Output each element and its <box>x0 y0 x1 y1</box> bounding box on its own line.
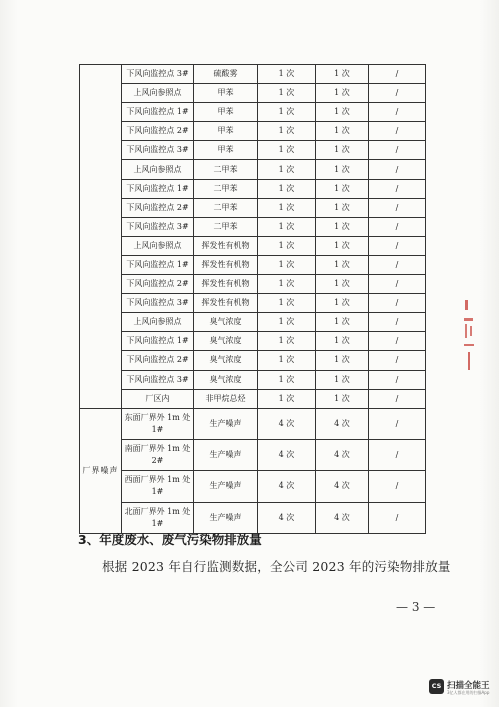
frequency-cell: 1 次 <box>316 294 369 313</box>
stamp-mark <box>465 300 468 310</box>
frequency-cell: 1 次 <box>258 294 316 313</box>
pollutant-cell: 二甲苯 <box>194 179 258 198</box>
frequency-cell: 1 次 <box>258 313 316 332</box>
remark-cell: / <box>369 471 426 502</box>
remark-cell: / <box>369 351 426 370</box>
frequency-cell: 4 次 <box>316 502 369 533</box>
table-row <box>80 313 426 332</box>
pollutant-cell: 挥发性有机物 <box>194 255 258 274</box>
monitoring-point-cell: 下风向监控点 2# <box>122 198 194 217</box>
remark-cell: / <box>369 370 426 389</box>
frequency-cell: 1 次 <box>316 198 369 217</box>
monitoring-point-cell: 西面厂界外 1m 处 1# <box>122 471 194 502</box>
frequency-cell: 4 次 <box>316 439 369 470</box>
pollutant-cell: 生产噪声 <box>194 471 258 502</box>
pollutant-cell: 臭气浓度 <box>194 332 258 351</box>
remark-cell: / <box>369 275 426 294</box>
stamp-mark <box>468 352 470 370</box>
pollutant-cell: 二甲苯 <box>194 160 258 179</box>
remark-cell: / <box>369 236 426 255</box>
pollutant-cell: 挥发性有机物 <box>194 275 258 294</box>
scanner-logo-icon: CS <box>429 679 444 694</box>
category-cell <box>80 65 122 409</box>
pollutant-cell: 生产噪声 <box>194 439 258 470</box>
frequency-cell: 1 次 <box>258 179 316 198</box>
remark-cell: / <box>369 294 426 313</box>
monitoring-table-body <box>80 65 426 534</box>
remark-cell: / <box>369 179 426 198</box>
table-row <box>80 389 426 408</box>
table-row <box>80 65 426 84</box>
monitoring-point-cell: 下风向监控点 3# <box>122 294 194 313</box>
monitoring-point-cell: 厂区内 <box>122 389 194 408</box>
table-row <box>80 255 426 274</box>
pollutant-cell: 挥发性有机物 <box>194 294 258 313</box>
pollutant-cell: 二甲苯 <box>194 217 258 236</box>
frequency-cell: 1 次 <box>258 198 316 217</box>
frequency-cell: 4 次 <box>316 471 369 502</box>
page-number: — 3 — <box>396 600 436 614</box>
monitoring-point-cell: 下风向监控点 3# <box>122 217 194 236</box>
remark-cell: / <box>369 122 426 141</box>
scanner-tagline: 3亿人都在用的扫描App <box>447 690 490 695</box>
frequency-cell: 1 次 <box>316 351 369 370</box>
pollutant-cell: 二甲苯 <box>194 198 258 217</box>
table-row <box>80 275 426 294</box>
frequency-cell: 1 次 <box>316 160 369 179</box>
monitoring-point-cell: 南面厂界外 1m 处 2# <box>122 439 194 470</box>
stamp-mark <box>470 326 472 336</box>
frequency-cell: 1 次 <box>316 141 369 160</box>
pollutant-cell: 甲苯 <box>194 141 258 160</box>
table-row <box>80 370 426 389</box>
frequency-cell: 1 次 <box>316 179 369 198</box>
frequency-cell: 1 次 <box>316 275 369 294</box>
frequency-cell: 1 次 <box>258 332 316 351</box>
pollutant-cell: 生产噪声 <box>194 502 258 533</box>
monitoring-point-cell: 下风向监控点 3# <box>122 370 194 389</box>
frequency-cell: 1 次 <box>258 370 316 389</box>
table-row <box>80 332 426 351</box>
remark-cell: / <box>369 408 426 439</box>
scanner-watermark <box>429 677 495 701</box>
pollutant-cell: 生产噪声 <box>194 408 258 439</box>
monitoring-point-cell: 上风向参照点 <box>122 160 194 179</box>
remark-cell: / <box>369 332 426 351</box>
frequency-cell: 1 次 <box>316 389 369 408</box>
monitoring-point-cell: 下风向监控点 3# <box>122 141 194 160</box>
remark-cell: / <box>369 160 426 179</box>
pollutant-cell: 硫酸雾 <box>194 65 258 84</box>
pollutant-cell: 臭气浓度 <box>194 370 258 389</box>
pollutant-cell: 挥发性有机物 <box>194 236 258 255</box>
remark-cell: / <box>369 255 426 274</box>
table-row <box>80 179 426 198</box>
frequency-cell: 1 次 <box>258 141 316 160</box>
frequency-cell: 1 次 <box>258 236 316 255</box>
monitoring-point-cell: 下风向监控点 1# <box>122 179 194 198</box>
table-row <box>80 351 426 370</box>
frequency-cell: 4 次 <box>316 408 369 439</box>
remark-cell: / <box>369 84 426 103</box>
monitoring-point-cell: 下风向监控点 1# <box>122 332 194 351</box>
monitoring-point-cell: 下风向监控点 2# <box>122 351 194 370</box>
scanner-app-name: 扫描全能王 <box>447 681 490 691</box>
frequency-cell: 4 次 <box>258 408 316 439</box>
pollutant-cell: 甲苯 <box>194 122 258 141</box>
remark-cell: / <box>369 217 426 236</box>
table-row <box>80 198 426 217</box>
frequency-cell: 1 次 <box>258 84 316 103</box>
pollutant-cell: 甲苯 <box>194 84 258 103</box>
frequency-cell: 1 次 <box>316 217 369 236</box>
monitoring-point-cell: 下风向监控点 3# <box>122 65 194 84</box>
frequency-cell: 1 次 <box>316 84 369 103</box>
table-row <box>80 294 426 313</box>
monitoring-table <box>79 64 426 534</box>
table-row <box>80 141 426 160</box>
monitoring-point-cell: 下风向监控点 1# <box>122 255 194 274</box>
table-row <box>80 122 426 141</box>
stamp-mark <box>465 324 467 338</box>
frequency-cell: 1 次 <box>316 370 369 389</box>
table-row <box>80 236 426 255</box>
pollutant-cell: 甲苯 <box>194 103 258 122</box>
remark-cell: / <box>369 141 426 160</box>
frequency-cell: 1 次 <box>316 332 369 351</box>
remark-cell: / <box>369 103 426 122</box>
frequency-cell: 1 次 <box>258 351 316 370</box>
table-row <box>80 471 426 502</box>
frequency-cell: 1 次 <box>258 217 316 236</box>
monitoring-point-cell: 上风向参照点 <box>122 236 194 255</box>
remark-cell: / <box>369 313 426 332</box>
section-heading: 3、年度废水、废气污染物排放量 <box>78 532 262 547</box>
frequency-cell: 1 次 <box>316 255 369 274</box>
remark-cell: / <box>369 439 426 470</box>
red-stamp-fragment <box>462 300 476 374</box>
body-paragraph: 根据 2023 年自行监测数据，全公司 2023 年的污染物排放量 <box>102 559 451 574</box>
monitoring-point-cell: 东面厂界外 1m 处 1# <box>122 408 194 439</box>
pollutant-cell: 非甲烷总烃 <box>194 389 258 408</box>
stamp-mark <box>464 344 474 346</box>
frequency-cell: 4 次 <box>258 471 316 502</box>
remark-cell: / <box>369 389 426 408</box>
stamp-mark <box>464 318 473 321</box>
table-row <box>80 160 426 179</box>
table-row <box>80 103 426 122</box>
frequency-cell: 1 次 <box>258 389 316 408</box>
pollutant-cell: 臭气浓度 <box>194 351 258 370</box>
monitoring-point-cell: 下风向监控点 2# <box>122 122 194 141</box>
frequency-cell: 1 次 <box>258 255 316 274</box>
noise-category-cell: 厂界噪声 <box>80 408 122 533</box>
frequency-cell: 4 次 <box>258 439 316 470</box>
frequency-cell: 1 次 <box>316 236 369 255</box>
frequency-cell: 1 次 <box>258 160 316 179</box>
frequency-cell: 1 次 <box>316 103 369 122</box>
remark-cell: / <box>369 198 426 217</box>
frequency-cell: 1 次 <box>316 122 369 141</box>
frequency-cell: 1 次 <box>258 103 316 122</box>
monitoring-point-cell: 上风向参照点 <box>122 313 194 332</box>
frequency-cell: 4 次 <box>258 502 316 533</box>
frequency-cell: 1 次 <box>258 275 316 294</box>
frequency-cell: 1 次 <box>316 313 369 332</box>
table-row <box>80 84 426 103</box>
monitoring-point-cell: 上风向参照点 <box>122 84 194 103</box>
table-row <box>80 502 426 533</box>
frequency-cell: 1 次 <box>258 122 316 141</box>
remark-cell: / <box>369 65 426 84</box>
table-row <box>80 408 426 439</box>
table-row <box>80 217 426 236</box>
frequency-cell: 1 次 <box>258 65 316 84</box>
monitoring-point-cell: 下风向监控点 1# <box>122 103 194 122</box>
remark-cell: / <box>369 502 426 533</box>
monitoring-point-cell: 北面厂界外 1m 处 1# <box>122 502 194 533</box>
monitoring-point-cell: 下风向监控点 2# <box>122 275 194 294</box>
frequency-cell: 1 次 <box>316 65 369 84</box>
table-row <box>80 439 426 470</box>
pollutant-cell: 臭气浓度 <box>194 313 258 332</box>
